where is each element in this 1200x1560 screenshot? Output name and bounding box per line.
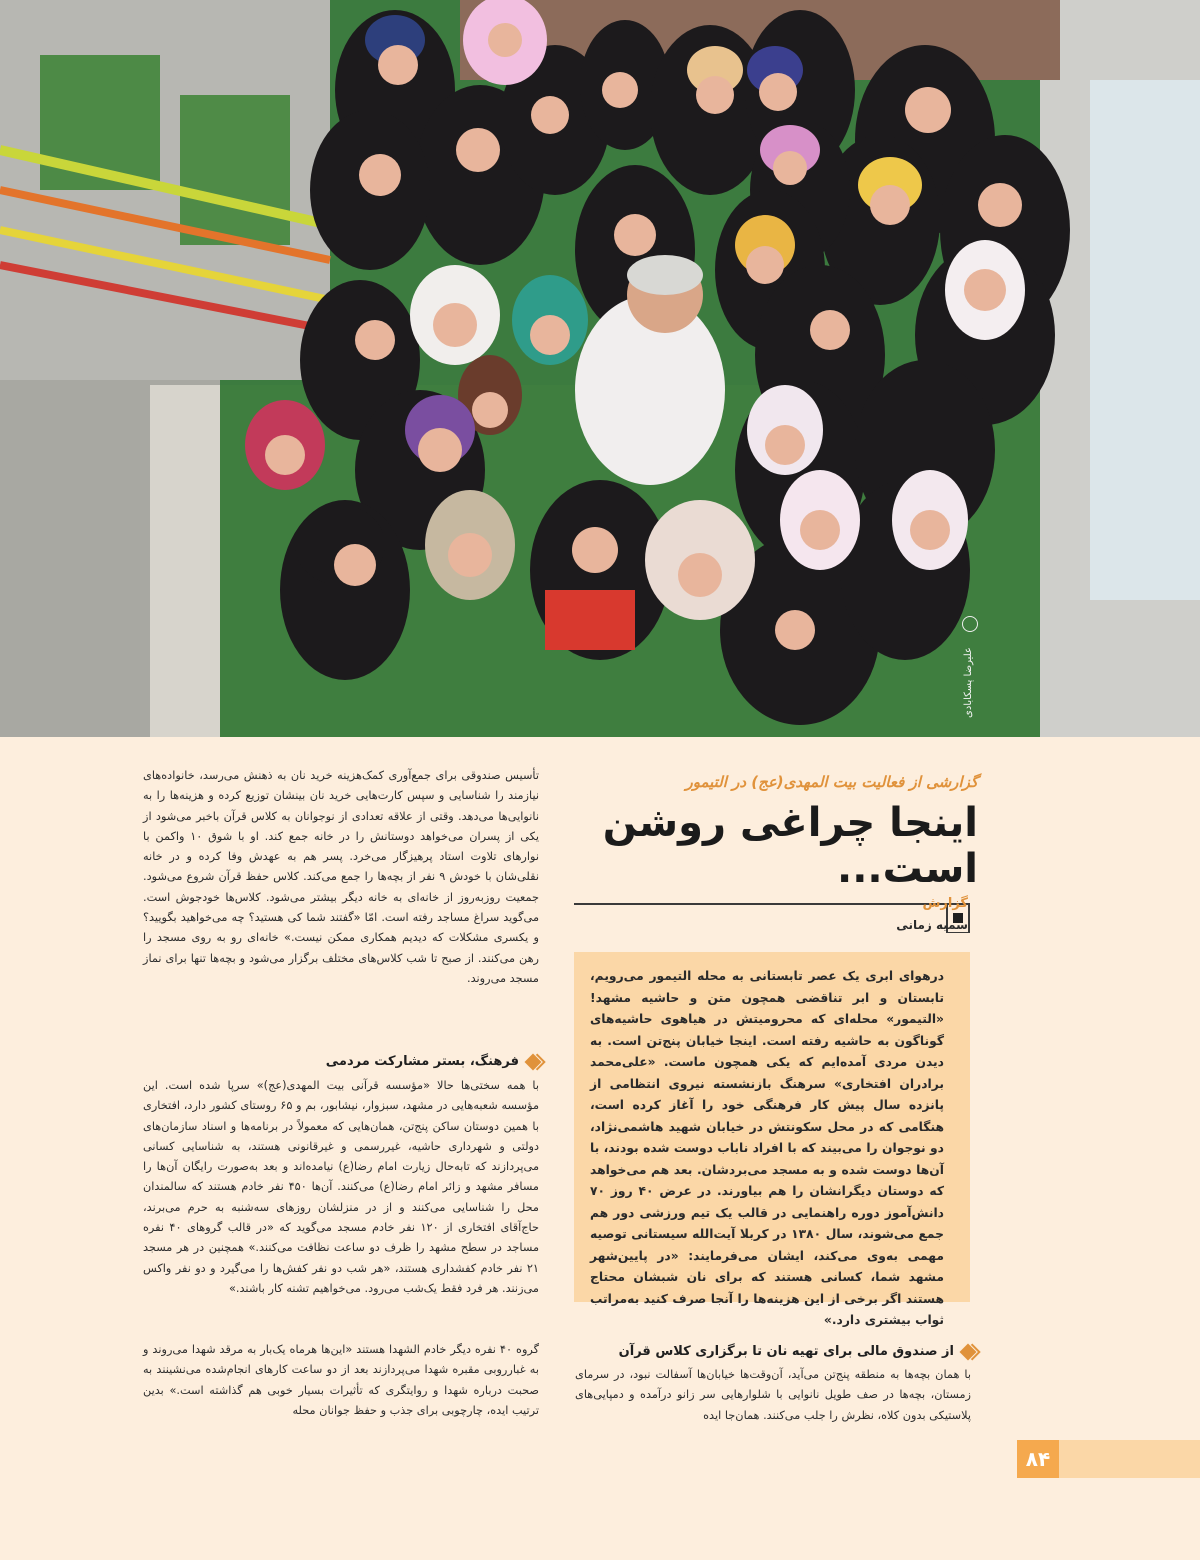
subhead-1-text: از صندوق مالی برای تهیه نان تا برگزاری کلاس قرآن: [618, 1344, 954, 1359]
author-name: سمیه زمانی: [896, 918, 968, 932]
body-paragraph-2: تأسیس صندوقی برای جمع‌آوری کمک‌هزینه خرید نان به ذهنش می‌رسد، خانواده‌های نیازمند را شناسایی و سپس کارت‌هایی خرید نان بینشان توزیع کرده و هزینه‌ها را به نانوایی‌ها می‌دهد. وقتی از علاقه تعدادی از نوجوانان به کلاس قرآن باخبر می‌شود از یکی از پسران می‌خواهد دوستانش را در خانه جمع کند. او با شوق ۱۰ واکمن با نوارهای تلاوت استاد پرهیزگار می‌خرد. پسر هم به عهدش وفا کرده و در خانه نقلی‌شان با خودش ۹ نفر از بچه‌ها را جمع می‌کند. کلاس حفظ قرآن شروع می‌شود. جمعیت روزبه‌روز از خانه‌ای به خانه دیگر بیشتر می‌شود. کلاس‌ها خودجوش است. می‌گوید سراغ مساجد رفته است. امّا «گفتند شما کی هستید؟ چه می‌خواهید بگویید؟ و یکسری مشکلات که دیدیم همکاری ممکن نیست.» خانه‌ای رو به روی مسجد را رهن می‌کنند. از صبح تا شب کلاس‌های مختلف برگزار می‌شود و بچه‌ها تنها برای نماز مسجد می‌روند.: [143, 769, 539, 985]
group-photo-illustration: [0, 0, 1200, 737]
lead-box: [574, 952, 970, 1327]
body-paragraph-4: گروه ۴۰ نفره دیگر خادم الشهدا هستند «این‌ها هرماه یک‌بار به مرقد شهدا می‌روند و به غبارروبی مقبره شهدا می‌پردازند بعد از دو ساعت کارهای انجام‌شده می‌نشینند به صحبت درباره شهدا و روایتگری که تأثیرات بسیار خوبی هم گذاشته است.» بدین ترتیب ایده، چارچوبی برای جذب و حفظ جوانان محله: [143, 1343, 540, 1417]
diamond-bullet-icon: [960, 1343, 977, 1360]
lead-paragraph: درهوای ابری یک عصر تابستانی به محله التیمور می‌رویم، تابستان و ابر تناقضی همچون متن و حاشیه مشهد! «التیمور» محله‌ای که محرومیتش در هیاهوی حاشیه‌های گوناگون به حاشیه رفته است. اینجا خیابان پنج‌تن است. به دیدن مردی آمده‌ایم که یکی همچون ماست. «علی‌محمد برادران افتخاری» سرهنگ بازنشسته نیروی انتظامی از پانزده سال پیش کار فرهنگی خود را آغاز کرده است، هنگامی که در محل سکونتش در خیابان شهید هاشمی‌نژاد، دو نوجوان را می‌بیند که با افراد ناباب دوست شده بودند، با آن‌ها دوست شده و به مسجد می‌بردشان. بعد هم می‌خواهد که دوستان دیگرانشان را هم بیاورند. در عرض ۴۰ روز ۷۰ دانش‌آموز دوره راهنمایی در قالب یک تیم ورزشی دور هم جمع می‌شوند، سال ۱۳۸۰ در کربلا آیت‌الله سیستانی توصیه مهمی به‌وی می‌کند، ایشان می‌فرمایند: «در پایین‌شهر مشهد شما، کسانی هستند که برای نان شبشان محتاج هستند اگر برخی از این هزینه‌ها را آنجا صرف کنید به‌مراتب ثواب بیشتری دارد.»: [590, 969, 944, 1327]
body-paragraph-1: با همان بچه‌ها به منطقه پنج‌تن می‌آید، آن‌وقت‌ها خیابان‌ها آسفالت نبود، در سرمای زمستان، بچه‌ها در صف طویل نانوایی با شلوارهایی سر زانو درآمده و دمپایی‌های پلاستیکی بدون کلاه، نظرش را جلب می‌کنند. همان‌جا ایده: [575, 1368, 971, 1422]
photo-credit: علیرضا پسکابادی: [963, 647, 974, 719]
section-label: گزارش: [922, 896, 968, 911]
page-number: ۸۴: [1017, 1440, 1059, 1478]
diamond-bullet-icon: [525, 1053, 542, 1070]
subhead-1: [574, 1344, 974, 1359]
page-strip: [1059, 1440, 1200, 1478]
article-kicker: گزارشی از فعالیت بیت المهدی(عج) در التیمور: [685, 773, 978, 791]
body-paragraph-3: با همه سختی‌ها حالا «مؤسسه قرآنی بیت المهدی(عج)» سرپا شده است. این مؤسسه شعبه‌هایی در مشهد، سبزوار، نیشابور، بم و ۶۵ روستای کشور دارد، افتخاری با همین دوستان ساکن پنج‌تن، همان‌هایی که معمولاً در برنامه‌ها و اسناد سازمان‌های دولتی و شهرداری حاشیه، غیررسمی و غیرقانونی هستند، به شناسایی کسانی می‌پردازند که تابه‌حال زیارت امام رضا(ع) نیامده‌اند و بعد به‌صورت رایگان آن‌ها را مسافر مشهد و زائر امام رضا(ع) می‌کنند. آن‌ها ۴۵۰ نفر خادم هستند که سالمندان محل را شناسایی می‌کنند و از در منزلشان روزهای سه‌شنبه به حرم می‌برند، حاج‌آقای افتخاری از ۱۲۰ نفر خادم مسجد می‌گوید که «در قالب گروهای ۴۰ نفره مساجد در سطح مشهد را ظرف دو ساعت نظافت می‌کنند.» همچنین در هر مسجد ۲۱ نفر خادم کفشداری هستند، «هر شب دو نفر کفش‌ها را می‌گیرد و دو نفر واکس می‌زنند. هر فرد فقط یک‌شب می‌رود. می‌خواهیم تشنه کار باشند.»: [143, 1079, 539, 1295]
camera-icon: [962, 616, 978, 632]
subhead-2-text: فرهنگ، بستر مشارکت مردمی: [325, 1054, 519, 1069]
subhead-2: [143, 1054, 539, 1069]
cover-photo: [0, 0, 1200, 737]
article-title: اینجا چراغی روشن است...: [602, 800, 978, 892]
